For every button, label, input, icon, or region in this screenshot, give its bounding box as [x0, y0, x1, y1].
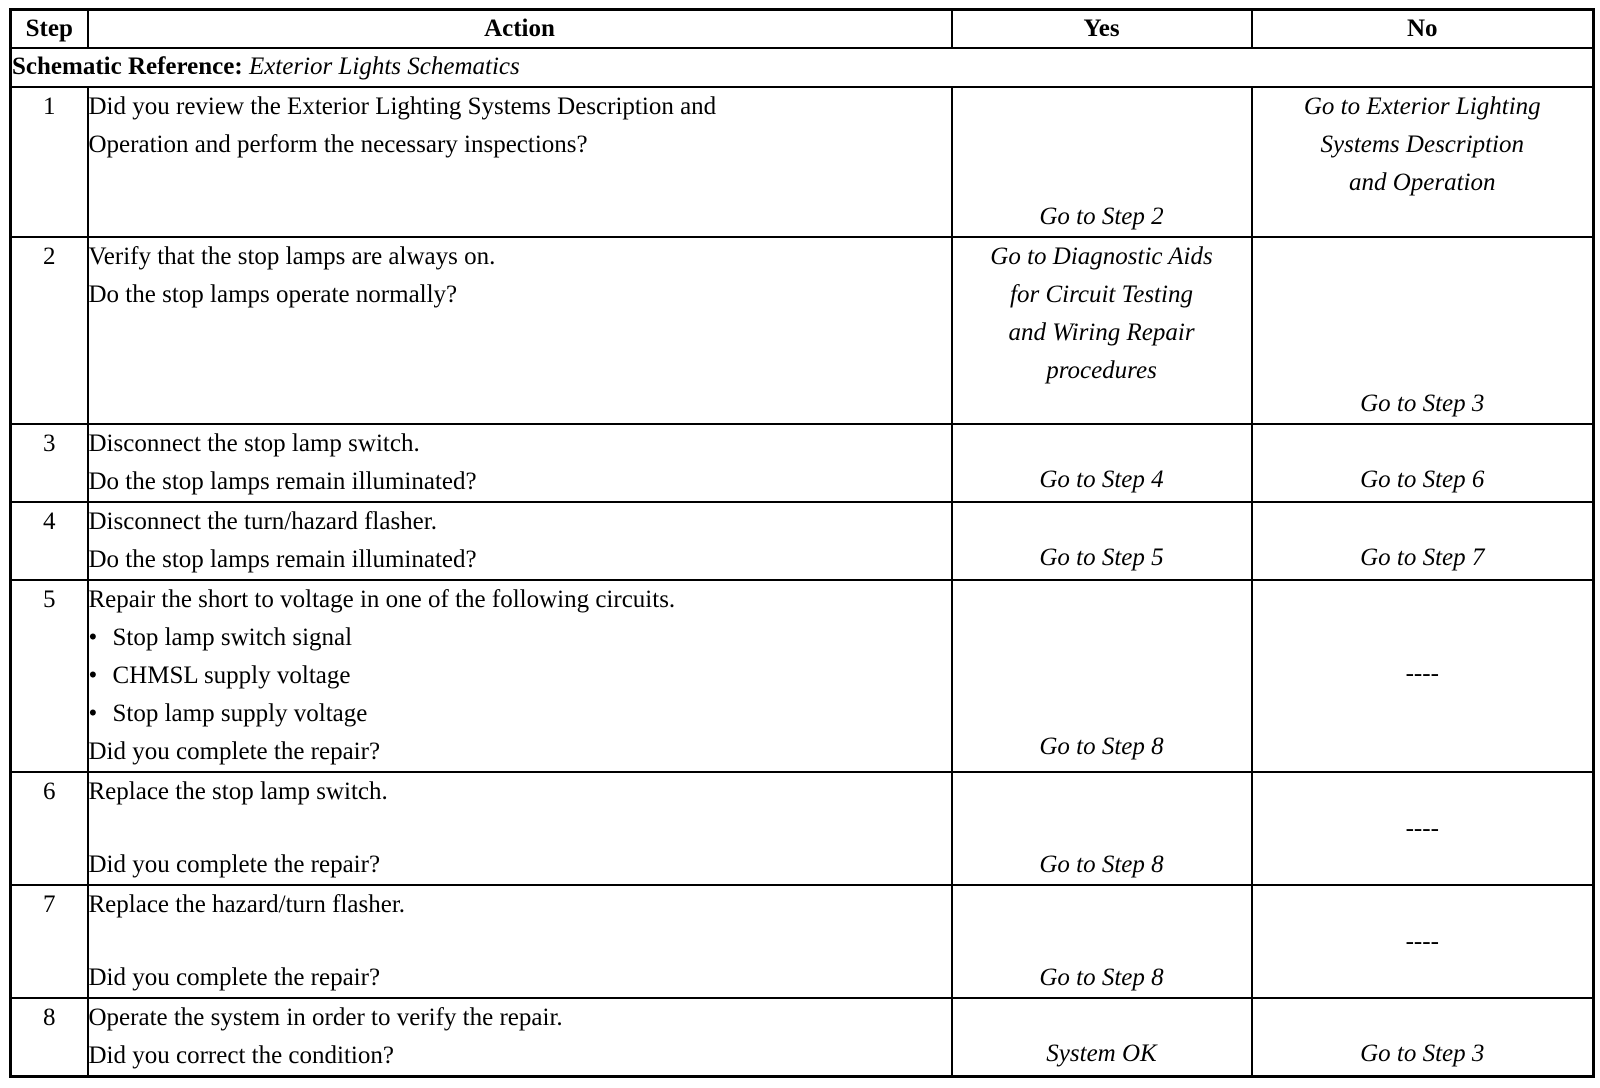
no-cell: [1252, 580, 1594, 772]
yes-cell: [952, 502, 1252, 580]
action-line: Operation and perform the necessary inspections?: [88, 131, 588, 158]
header-no: No: [1252, 10, 1594, 49]
no-cell: [1252, 502, 1594, 580]
table-row: [11, 87, 1594, 237]
table-row: [11, 885, 1594, 998]
action-line: Do the stop lamps remain illuminated?: [88, 546, 477, 573]
table-row: [11, 772, 1594, 885]
action-cell: [88, 237, 952, 424]
yes-result: Go to Step 5: [1039, 544, 1164, 571]
bullet-item: [89, 619, 951, 657]
action-line: Replace the hazard/turn flasher.: [88, 891, 406, 918]
step-number: 3: [11, 424, 88, 502]
no-cell: [1252, 237, 1594, 424]
bullet-item: [89, 695, 951, 733]
step-number: 7: [11, 885, 88, 998]
no-result: Go to Step 3: [1360, 1040, 1485, 1067]
bullet-icon: •: [88, 700, 98, 727]
action-cell: [88, 87, 952, 237]
action-line: Disconnect the stop lamp switch.: [88, 430, 420, 457]
yes-cell: [952, 885, 1252, 998]
no-cell: [1252, 772, 1594, 885]
action-line: Replace the stop lamp switch.: [88, 778, 388, 805]
action-cell: [88, 580, 952, 772]
action-cell: [88, 424, 952, 502]
schematic-reference-row: [11, 48, 1594, 87]
no-result: Go to Step 6: [1360, 466, 1485, 493]
action-line: Did you complete the repair?: [88, 738, 381, 765]
header-step: Step: [11, 10, 88, 49]
bullet-icon: •: [88, 662, 98, 689]
yes-cell: [952, 237, 1252, 424]
table-row: [11, 580, 1594, 772]
header-yes: Yes: [952, 10, 1252, 49]
table-row: [11, 998, 1594, 1077]
no-result-line: Systems Description: [1320, 131, 1524, 158]
action-cell: [88, 885, 952, 998]
yes-result: Go to Step 4: [1039, 466, 1164, 493]
diagnostic-table: [9, 8, 1595, 1078]
yes-result: Go to Step 8: [1039, 964, 1164, 991]
table-row: [11, 502, 1594, 580]
action-line: Disconnect the turn/hazard flasher.: [88, 508, 437, 535]
yes-cell: [952, 772, 1252, 885]
bullet-text: CHMSL supply voltage: [112, 662, 351, 689]
yes-cell: [952, 87, 1252, 237]
yes-cell: [952, 580, 1252, 772]
action-cell: [88, 772, 952, 885]
schematic-reference-link: Exterior Lights Schematics: [248, 53, 520, 80]
action-line: Do the stop lamps operate normally?: [88, 281, 458, 308]
yes-result: Go to Step 8: [1039, 733, 1164, 760]
table-row: [11, 424, 1594, 502]
no-result: ----: [1405, 927, 1439, 955]
schematic-reference-label: Schematic Reference:: [12, 53, 243, 80]
step-number: 4: [11, 502, 88, 580]
header-action: Action: [88, 10, 952, 49]
bullet-text: Stop lamp supply voltage: [112, 700, 368, 727]
action-line: Repair the short to voltage in one of the following circuits.: [88, 586, 676, 613]
no-result: ----: [1405, 659, 1439, 687]
table-row: [11, 237, 1594, 424]
step-number: 6: [11, 772, 88, 885]
action-line: Do the stop lamps remain illuminated?: [88, 468, 477, 495]
bullet-item: [89, 657, 951, 695]
yes-cell: [952, 998, 1252, 1077]
yes-result-line: for Circuit Testing: [1010, 281, 1193, 308]
no-cell: [1252, 998, 1594, 1077]
bullet-icon: •: [88, 624, 98, 651]
action-line: Did you correct the condition?: [88, 1042, 394, 1069]
step-number: 5: [11, 580, 88, 772]
yes-result: Go to Step 8: [1039, 851, 1164, 878]
no-cell: [1252, 424, 1594, 502]
action-line: Did you complete the repair?: [88, 851, 381, 878]
action-line: Operate the system in order to verify the repair.: [88, 1004, 563, 1031]
no-result: ----: [1405, 814, 1439, 842]
yes-result-line: Go to Diagnostic Aids: [990, 243, 1213, 270]
no-result-line: and Operation: [1348, 169, 1496, 196]
step-number: 8: [11, 998, 88, 1077]
step-number: 2: [11, 237, 88, 424]
action-line: Did you complete the repair?: [88, 964, 381, 991]
header-row: [11, 10, 1594, 49]
no-result-line: Go to Exterior Lighting: [1303, 93, 1541, 120]
yes-cell: [952, 424, 1252, 502]
no-cell: [1252, 87, 1594, 237]
bullet-text: Stop lamp switch signal: [112, 624, 353, 651]
action-cell: [88, 502, 952, 580]
no-result: Go to Step 7: [1360, 544, 1485, 571]
no-cell: [1252, 885, 1594, 998]
action-line: Did you review the Exterior Lighting Systems Description and: [88, 93, 717, 120]
action-line: Verify that the stop lamps are always on.: [88, 243, 496, 270]
no-result: Go to Step 3: [1360, 390, 1485, 417]
yes-result-line: and Wiring Repair: [1008, 319, 1195, 346]
yes-result-line: procedures: [1046, 357, 1157, 384]
yes-result: Go to Step 2: [1039, 203, 1164, 230]
yes-result: System OK: [1046, 1040, 1157, 1067]
step-number: 1: [11, 87, 88, 237]
action-cell: [88, 998, 952, 1077]
schematic-reference: [11, 48, 1594, 87]
